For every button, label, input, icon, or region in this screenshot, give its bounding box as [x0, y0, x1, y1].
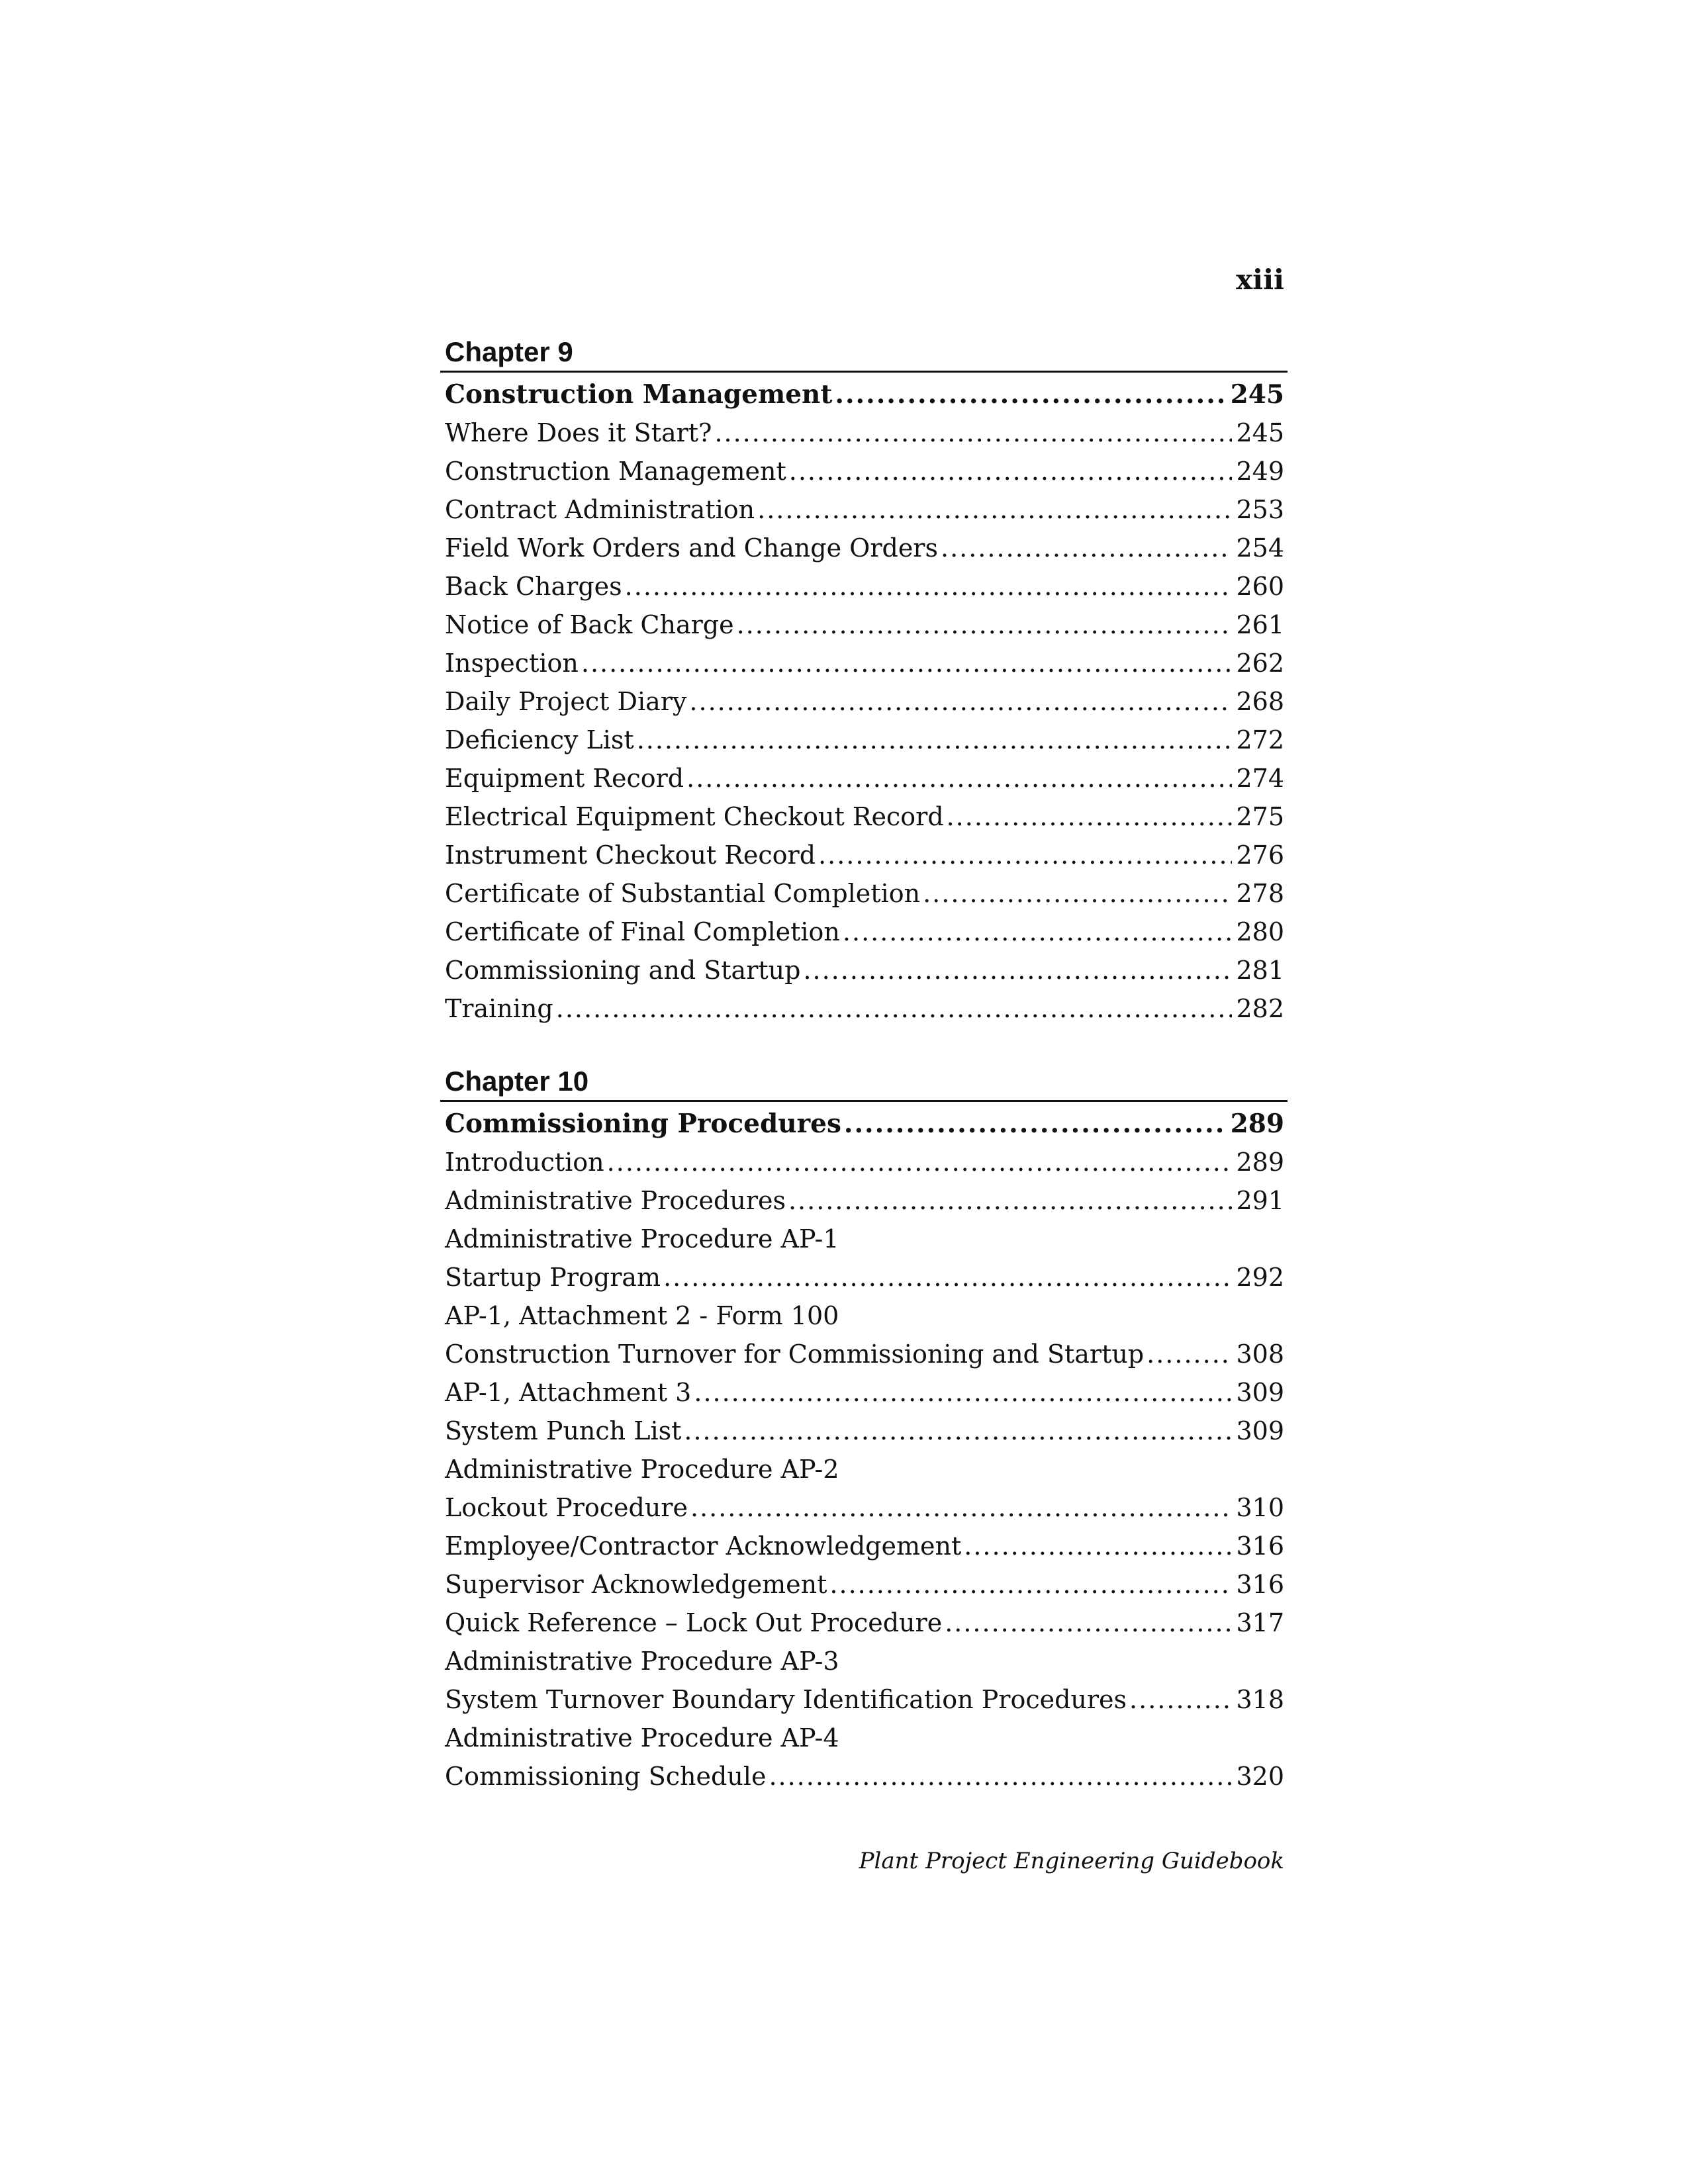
toc-entry: [444, 1335, 1284, 1373]
dot-leader: [757, 490, 1232, 529]
dot-leader: [637, 721, 1233, 759]
toc-entry: [444, 951, 1284, 989]
toc-entry: [444, 1757, 1284, 1796]
toc-entry-title: Administrative Procedure AP-1: [445, 1224, 839, 1253]
dot-leader: [1129, 1680, 1232, 1719]
toc-entry-title: Administrative Procedure AP-4: [445, 1723, 839, 1752]
toc-entry-page: 275: [1236, 802, 1284, 831]
toc-entry-page: 289: [1236, 1148, 1284, 1177]
toc-entry-page: 245: [1236, 418, 1284, 447]
toc-entry: [444, 874, 1284, 913]
toc-entry-title: Introduction: [445, 1148, 604, 1177]
toc-entry-title: AP-1, Attachment 3: [445, 1378, 692, 1407]
toc-entry: [444, 529, 1284, 567]
toc-entry-page: 289: [1230, 1109, 1284, 1139]
dot-leader: [769, 1757, 1232, 1796]
toc-entry-title: Lockout Procedure: [445, 1493, 688, 1522]
toc-entry: [444, 490, 1284, 529]
toc-entry: [444, 836, 1284, 874]
dot-leader: [947, 797, 1233, 836]
toc-entry-title: Construction Management: [445, 379, 833, 410]
toc-entry-page: 278: [1236, 879, 1284, 908]
dot-leader: [945, 1604, 1232, 1642]
chapter-divider: [440, 1100, 1288, 1102]
toc-entry: [444, 414, 1284, 452]
toc-entry: [444, 1143, 1284, 1181]
toc-entry-title: Certificate of Substantial Completion: [445, 879, 921, 908]
toc-entry: [444, 1527, 1284, 1565]
toc-entry-title: Startup Program: [445, 1263, 661, 1292]
toc-entry-title: Employee/Contractor Acknowledgement: [445, 1531, 962, 1561]
dot-leader: [818, 836, 1232, 874]
toc-entry-title: AP-1, Attachment 2 - Form 100: [445, 1301, 839, 1330]
toc-entry: [444, 1220, 1284, 1258]
toc-entry-title: Where Does it Start?: [445, 418, 712, 447]
toc-entry-title: Daily Project Diary: [445, 687, 687, 716]
toc-entry-title: Quick Reference – Lock Out Procedure: [445, 1608, 943, 1637]
toc-entry-page: 260: [1236, 572, 1284, 601]
toc-entry-title: Administrative Procedure AP-2: [445, 1455, 839, 1484]
toc-entry-title: Instrument Checkout Record: [445, 841, 816, 870]
toc-entry-page: 318: [1236, 1685, 1284, 1714]
toc-entry-page: 309: [1236, 1378, 1284, 1407]
toc-entry-page: 282: [1236, 994, 1284, 1023]
toc-entry: [444, 1450, 1284, 1488]
toc-entry: [444, 1604, 1284, 1642]
chapter-label: Chapter 10: [445, 1066, 589, 1097]
toc-entry: [444, 989, 1284, 1028]
dot-leader: [625, 567, 1233, 606]
toc-entry-title: Construction Management: [445, 457, 786, 486]
toc-entry-page: 276: [1236, 841, 1284, 870]
dot-leader: [843, 913, 1233, 951]
dot-leader: [686, 759, 1232, 797]
dot-leader: [803, 951, 1232, 989]
toc-entry-page: 274: [1236, 764, 1284, 793]
toc-entry-title: Inspection: [445, 649, 579, 678]
toc-entry-page: 262: [1236, 649, 1284, 678]
toc-entry: [444, 797, 1284, 836]
dot-leader: [835, 375, 1226, 414]
chapter-divider: [440, 371, 1288, 373]
toc-entry: [444, 913, 1284, 951]
toc-entry-title: Training: [445, 994, 553, 1023]
dot-leader: [941, 529, 1232, 567]
toc-entry-page: 310: [1236, 1493, 1284, 1522]
toc-entry-page: 291: [1236, 1186, 1284, 1215]
toc-entry-title: Supervisor Acknowledgement: [445, 1570, 827, 1599]
toc-entry-title: Construction Turnover for Commissioning and Startup: [445, 1340, 1145, 1369]
toc-entry: [444, 644, 1284, 682]
toc-entry-page: 280: [1236, 917, 1284, 946]
toc-entry-title: Certificate of Final Completion: [445, 917, 840, 946]
toc-entry-title: Contract Administration: [445, 495, 755, 524]
chapter-9-section: [444, 335, 1284, 1028]
toc-entry-page: 308: [1236, 1340, 1284, 1369]
dot-leader: [689, 682, 1232, 721]
toc-entry-page: 320: [1236, 1762, 1284, 1791]
dot-leader: [684, 1412, 1232, 1450]
dot-leader: [789, 452, 1233, 490]
dot-leader: [694, 1373, 1232, 1412]
toc-list: [444, 375, 1284, 1028]
toc-entry: [444, 1181, 1284, 1220]
dot-leader: [714, 414, 1232, 452]
toc-entry-page: 254: [1236, 533, 1284, 563]
toc-entry: [444, 1373, 1284, 1412]
toc-chapter-title: [444, 1105, 1284, 1143]
dot-leader: [829, 1565, 1232, 1604]
toc-entry-page: 316: [1236, 1531, 1284, 1561]
toc-entry-title: System Turnover Boundary Identification Procedures: [445, 1685, 1127, 1714]
toc-entry-title: Notice of Back Charge: [445, 610, 734, 639]
toc-entry-page: 249: [1236, 457, 1284, 486]
chapter-10-section: [444, 1064, 1284, 1796]
dot-leader: [556, 989, 1233, 1028]
page-number: xiii: [1236, 263, 1284, 296]
toc-list: [444, 1105, 1284, 1796]
toc-entry: [444, 1258, 1284, 1297]
toc-entry: [444, 1488, 1284, 1527]
toc-entry: [444, 1297, 1284, 1335]
toc-entry-page: 317: [1236, 1608, 1284, 1637]
toc-entry: [444, 1642, 1284, 1680]
toc-entry-page: 261: [1236, 610, 1284, 639]
toc-entry-title: Commissioning Schedule: [445, 1762, 767, 1791]
toc-entry-title: Administrative Procedure AP-3: [445, 1647, 839, 1676]
toc-entry: [444, 1719, 1284, 1757]
dot-leader: [690, 1488, 1233, 1527]
toc-entry-page: 268: [1236, 687, 1284, 716]
toc-entry-page: 309: [1236, 1416, 1284, 1445]
toc-entry-title: Field Work Orders and Change Orders: [445, 533, 938, 563]
toc-entry-page: 253: [1236, 495, 1284, 524]
toc-chapter-title: [444, 375, 1284, 414]
toc-entry: [444, 759, 1284, 797]
dot-leader: [737, 606, 1233, 644]
toc-entry-title: System Punch List: [445, 1416, 682, 1445]
toc-entry-page: 272: [1236, 725, 1284, 754]
toc-entry-page: 292: [1236, 1263, 1284, 1292]
toc-entry: [444, 1565, 1284, 1604]
toc-entry-title: Commissioning and Startup: [445, 956, 801, 985]
dot-leader: [663, 1258, 1232, 1297]
toc-entry-title: Deficiency List: [445, 725, 634, 754]
toc-entry: [444, 682, 1284, 721]
toc-entry: [444, 1680, 1284, 1719]
toc-entry-title: Back Charges: [445, 572, 622, 601]
toc-entry: [444, 1412, 1284, 1450]
dot-leader: [844, 1105, 1227, 1143]
running-footer: Plant Project Engineering Guidebook: [859, 1848, 1284, 1874]
toc-entry: [444, 452, 1284, 490]
dot-leader: [964, 1527, 1232, 1565]
toc-entry-page: 316: [1236, 1570, 1284, 1599]
dot-leader: [607, 1143, 1233, 1181]
toc-entry-title: Electrical Equipment Checkout Record: [445, 802, 944, 831]
toc-entry-title: Commissioning Procedures: [445, 1109, 841, 1139]
dot-leader: [923, 874, 1232, 913]
dot-leader: [1147, 1335, 1232, 1373]
toc-entry-page: 245: [1230, 379, 1284, 410]
toc-entry-title: Administrative Procedures: [445, 1186, 786, 1215]
toc-entry-page: 281: [1236, 956, 1284, 985]
toc-entry: [444, 606, 1284, 644]
dot-leader: [581, 644, 1233, 682]
toc-entry: [444, 721, 1284, 759]
dot-leader: [788, 1181, 1233, 1220]
toc-entry: [444, 567, 1284, 606]
toc-entry-title: Equipment Record: [445, 764, 684, 793]
chapter-label: Chapter 9: [445, 336, 573, 367]
